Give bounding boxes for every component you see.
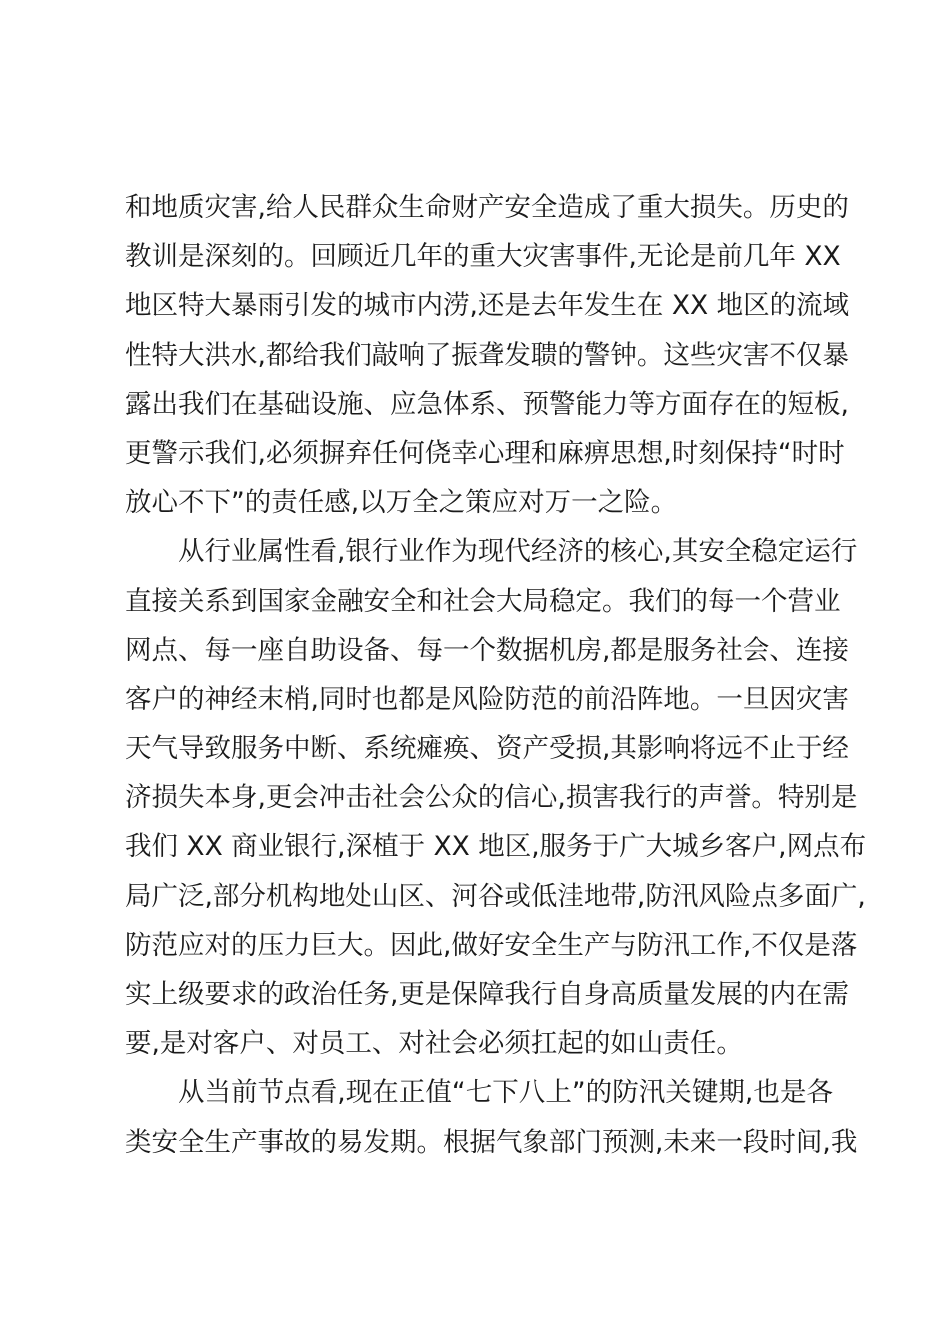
text-line: 直接关系到国家金融安全和社会大局稳定。我们的每一个营业	[125, 585, 841, 617]
text-line: 天气导致服务中断、系统瘫痪、资产受损,其影响将远不止于经	[125, 733, 849, 765]
text-line: 防范应对的压力巨大。因此,做好安全生产与防汛工作,不仅是落	[125, 929, 858, 961]
text-line: 要,是对客户、对员工、对社会必须扛起的如山责任。	[125, 1028, 743, 1060]
text-line: 和地质灾害,给人民群众生命财产安全造成了重大损失。历史的	[125, 192, 849, 223]
text-line: 从当前节点看,现在正值“七下八上”的防汛关键期,也是各	[178, 1077, 833, 1109]
paragraph	[125, 183, 850, 527]
paragraph	[125, 527, 867, 1068]
text-line: 网点、每一座自助设备、每一个数据机房,都是服务社会、连接	[125, 634, 849, 666]
text-line: 教训是深刻的。回顾近几年的重大灾害事件,无论是前几年 XX	[125, 241, 841, 273]
text-line: 类安全生产事故的易发期。根据气象部门预测,未来一段时间,我	[125, 1126, 858, 1158]
text-line: 从行业属性看,银行业作为现代经济的核心,其安全稳定运行	[178, 536, 858, 568]
text-line: 更警示我们,必须摒弃任何侥幸心理和麻痹思想,时刻保持“时时	[125, 437, 845, 469]
paragraph	[125, 1068, 858, 1166]
text-line: 实上级要求的政治任务,更是保障我行自身高质量发展的内在需	[125, 979, 849, 1010]
text-line: 局广泛,部分机构地处山区、河谷或低洼地带,防汛风险点多面广,	[125, 880, 866, 912]
text-line: 放心不下”的责任感,以万全之策应对万一之险。	[125, 487, 678, 519]
text-line: 客户的神经末梢,同时也都是风险防范的前沿阵地。一旦因灾害	[125, 683, 849, 715]
text-line: 济损失本身,更会冲击社会公众的信心,损害我行的声誉。特别是	[125, 782, 858, 814]
text-line: 露出我们在基础设施、应急体系、预警能力等方面存在的短板,	[125, 388, 849, 420]
text-line: 地区特大暴雨引发的城市内涝,还是去年发生在 XX 地区的流域	[125, 290, 850, 322]
text-line: 性特大洪水,都给我们敲响了振聋发聩的警钟。这些灾害不仅暴	[125, 339, 849, 371]
document-body	[125, 183, 867, 1167]
text-line: 我们 XX 商业银行,深植于 XX 地区,服务于广大城乡客户,网点布	[125, 831, 867, 863]
